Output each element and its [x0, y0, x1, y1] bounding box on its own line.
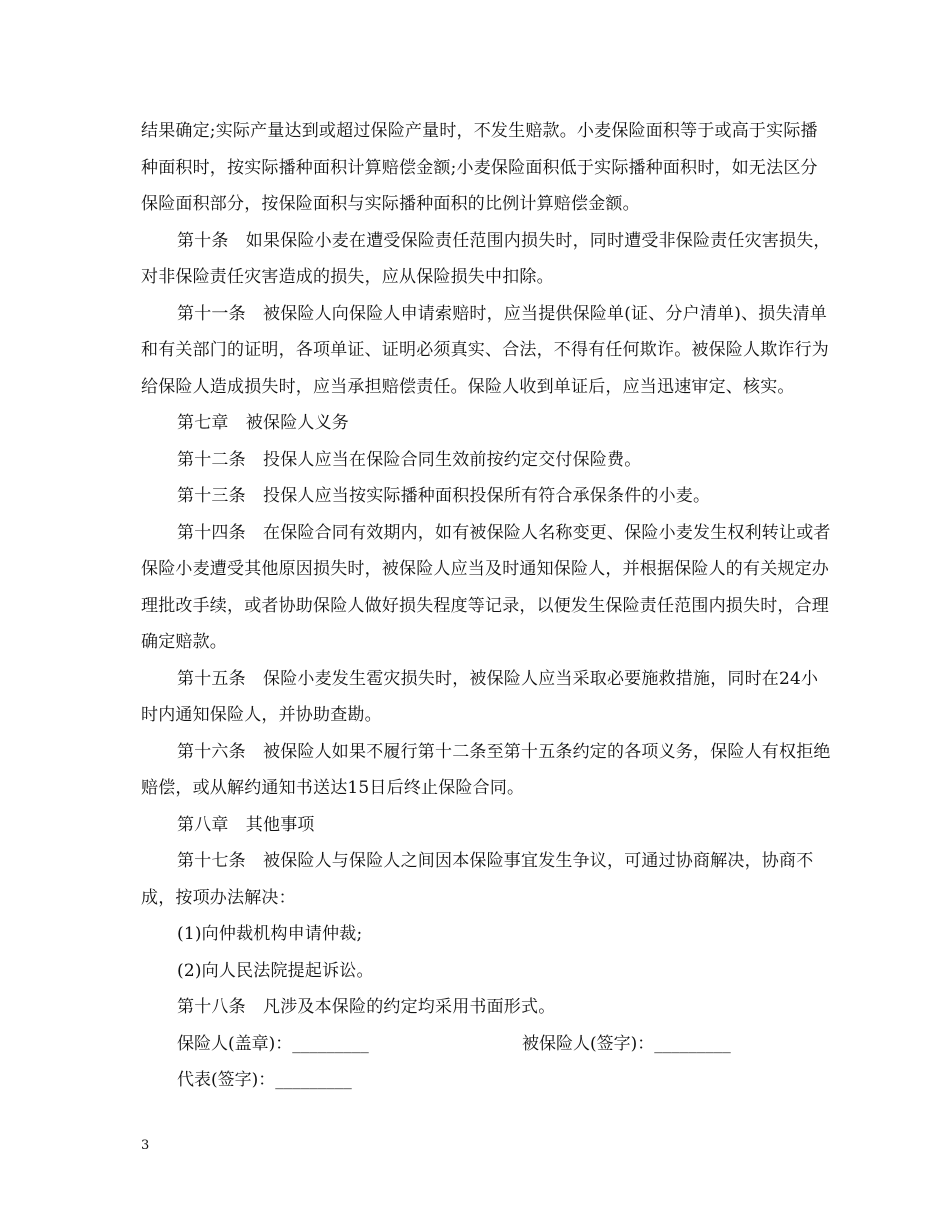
article-12: 第十二条 投保人应当在保险合同生效前按约定交付保险费。: [177, 449, 642, 470]
article-14: 第十四条 在保险合同有效期内，如有被保险人名称变更、保险小麦发生权利转让或者保险小麦遭受其他原因损失时，被保险人应当及时通知保险人，并根据保险人的有关规定办理批改手续，或者协助保险人做好损失程度等记录，以便发生保险责任范围内损失时，合理确定赔款。: [141, 522, 831, 652]
paragraph-claim-calculation: 结果确定;实际产量达到或超过保险产量时，不发生赔款。小麦保险面积等于或高于实际播种面积时，按实际播种面积计算赔偿金额;小麦保险面积低于实际播种面积时，如无法区分保险面积部分，按保险面积与实际播种面积的比例计算赔偿金额。: [141, 121, 818, 214]
signature-row: [141, 1026, 831, 1063]
insurer-signature-line: 保险人(盖章)：_________: [177, 1033, 369, 1054]
article-13: 第十三条 投保人应当按实际播种面积投保所有符合承保条件的小麦。: [177, 486, 711, 506]
representative-row: [141, 1062, 831, 1099]
insured-signature-line: 被保险人(签字)：_________: [522, 1033, 731, 1054]
document-body: [141, 113, 831, 1099]
chapter-8-heading: 第八章 其他事项: [177, 814, 315, 835]
article-16: 第十六条 被保险人如果不履行第十二条至第十五条约定的各项义务，保险人有权拒绝赔偿，或从解约通知书送达15日后终止保险合同。: [141, 741, 831, 798]
chapter-7-heading: 第七章 被保险人义务: [177, 413, 349, 433]
page-number: 3: [141, 1138, 150, 1153]
representative-signature-line: 代表(签字)：_________: [177, 1070, 352, 1090]
article-18: 第十八条 凡涉及本保险的约定均采用书面形式。: [177, 997, 556, 1017]
dispute-option-1: (1)向仲裁机构申请仲裁;: [177, 924, 363, 944]
article-10: 第十条 如果保险小麦在遭受保险责任范围内损失时，同时遭受非保险责任灾害损失，对非保险责任灾害造成的损失，应从保险损失中扣除。: [141, 230, 831, 287]
article-15: 第十五条 保险小麦发生雹灾损失时，被保险人应当采取必要施救措施，同时在24小时内通知保险人，并协助查勘。: [141, 668, 819, 725]
article-17: 第十七条 被保险人与保险人之间因本保险事宜发生争议，可通过协商解决，协商不成，按项办法解决：: [141, 851, 814, 908]
article-11: 第十一条 被保险人向保险人申请索赔时，应当提供保险单(证、分户清单)、损失清单和有关部门的证明，各项单证、证明必须真实、合法，不得有任何欺诈。被保险人欺诈行为给保险人造成损失时，应当承担赔偿责任。保险人收到单证后，应当迅速审定、核实。: [141, 303, 829, 397]
dispute-option-2: (2)向人民法院提起诉讼。: [177, 960, 374, 981]
